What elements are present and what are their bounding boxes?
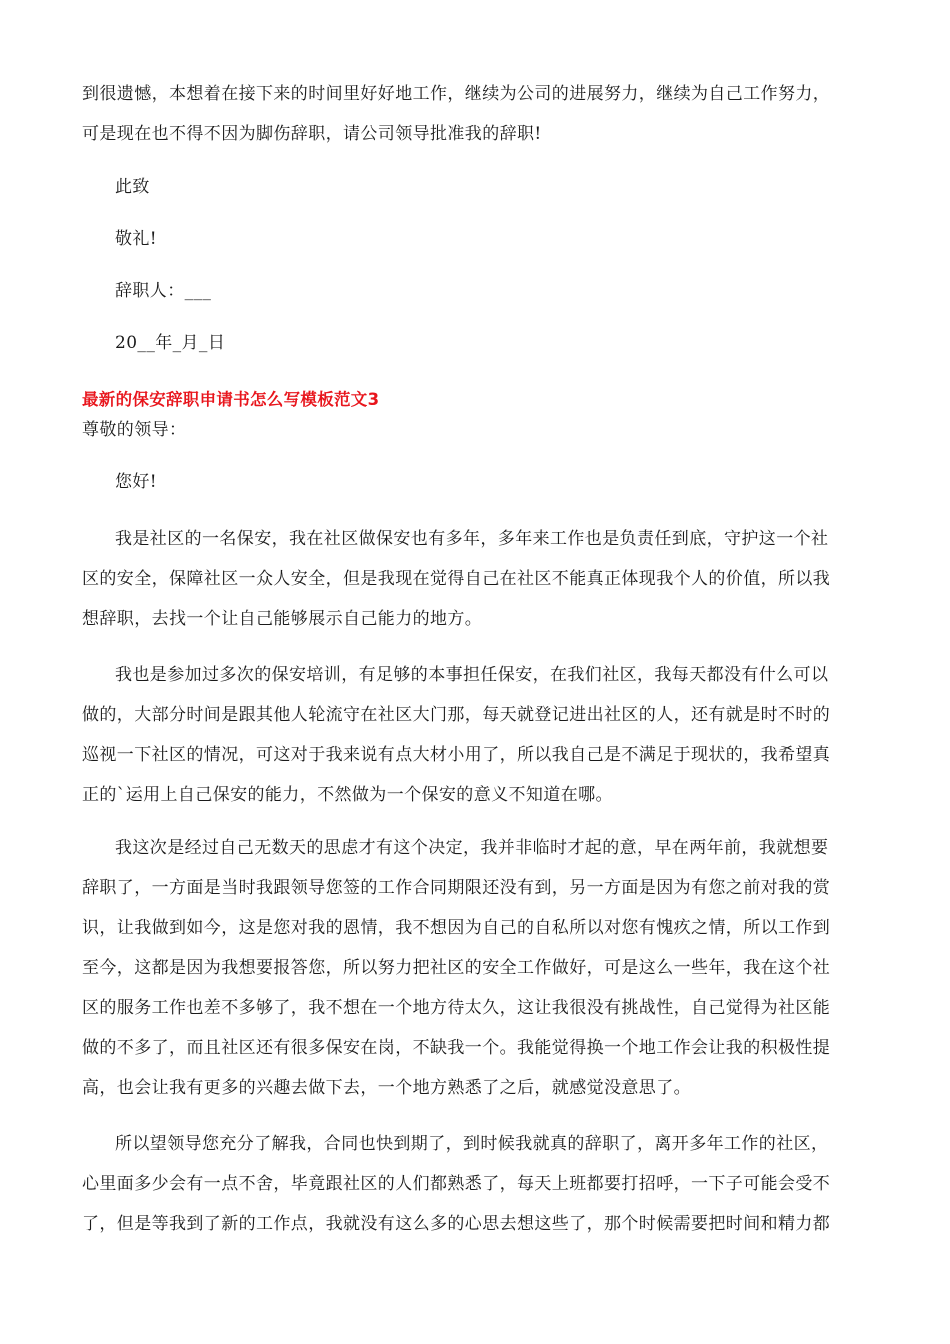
paragraph-line: 我这次是经过自己无数天的思虑才有这个决定，我并非临时才起的意，早在两年前，我就想要 [115,838,829,858]
paragraph-line: 所以望领导您充分了解我，合同也快到期了，到时候我就真的辞职了，离开多年工作的社区， [115,1134,829,1154]
paragraph-2 [82,655,872,815]
closing-regards: 敬礼! [115,229,158,249]
paragraph-line: 我是社区的一名保安，我在社区做保安也有多年，多年来工作也是负责任到底，守护这一个社 [115,529,829,549]
paragraph-line: 区的服务工作也差不多够了，我不想在一个地方待太久，这让我很没有挑战性，自己觉得为社区能 [82,998,831,1018]
paragraph-line: 正的`运用上自己保安的能力，不然做为一个保安的意义不知道在哪。 [82,785,613,805]
section-heading: 最新的保安辞职申请书怎么写模板范文3 [82,390,380,409]
paragraph-line: 可是现在也不得不因为脚伤辞职，请公司领导批准我的辞职! [82,124,542,144]
paragraph-line: 辞职了，一方面是当时我跟领导您签的工作合同期限还没有到，另一方面是因为有您之前对我的赏 [82,878,831,898]
paragraph-line: 做的，大部分时间是跟其他人轮流守在社区大门那，每天就登记进出社区的人，还有就是时不时的 [82,705,831,725]
paragraph-line: 心里面多少会有一点不舍，毕竟跟社区的人们都熟悉了，每天上班都要打招呼，一下子可能会受不 [82,1174,831,1194]
greeting: 您好! [115,472,158,492]
paragraph-line: 到很遗憾，本想着在接下来的时间里好好地工作，继续为公司的进展努力，继续为自己工作努力， [82,84,831,104]
paragraph-line: 我也是参加过多次的保安培训，有足够的本事担任保安，在我们社区，我每天都没有什么可以 [115,665,829,685]
paragraph-line: 了，但是等我到了新的工作点，我就没有这么多的心思去想这些了，那个时候需要把时间和精力都 [82,1214,831,1234]
paragraph-line: 高，也会让我有更多的兴趣去做下去，一个地方熟悉了之后，就感觉没意思了。 [82,1078,691,1098]
closing-salutation: 此致 [115,177,150,197]
paragraph-line: 想辞职，去找一个让自己能够展示自己能力的地方。 [82,609,483,629]
addressee: 尊敬的领导： [82,420,187,440]
paragraph-line: 至今，这都是因为我想要报答您，所以努力把社区的安全工作做好，可是这么一些年，我在这个社 [82,958,831,978]
paragraph-1 [82,519,872,639]
signer-line: 辞职人：___ [115,281,212,301]
paragraph-3 [82,828,872,1108]
paragraph-line: 区的安全，保障社区一众人安全，但是我现在觉得自己在社区不能真正体现我个人的价值，所以我 [82,569,831,589]
top-paragraph [82,74,872,154]
paragraph-line: 做的不多了，而且社区还有很多保安在岗，不缺我一个。我能觉得换一个地工作会让我的积极性提 [82,1038,831,1058]
paragraph-line: 巡视一下社区的情况，可这对于我来说有点大材小用了，所以我自己是不满足于现状的，我希望真 [82,745,831,765]
date-line: 20__年_月_日 [115,333,226,353]
paragraph-line: 识，让我做到如今，这是您对我的恩情，我不想因为自己的自私所以对您有愧疚之情，所以工作到 [82,918,831,938]
paragraph-4 [82,1124,872,1244]
